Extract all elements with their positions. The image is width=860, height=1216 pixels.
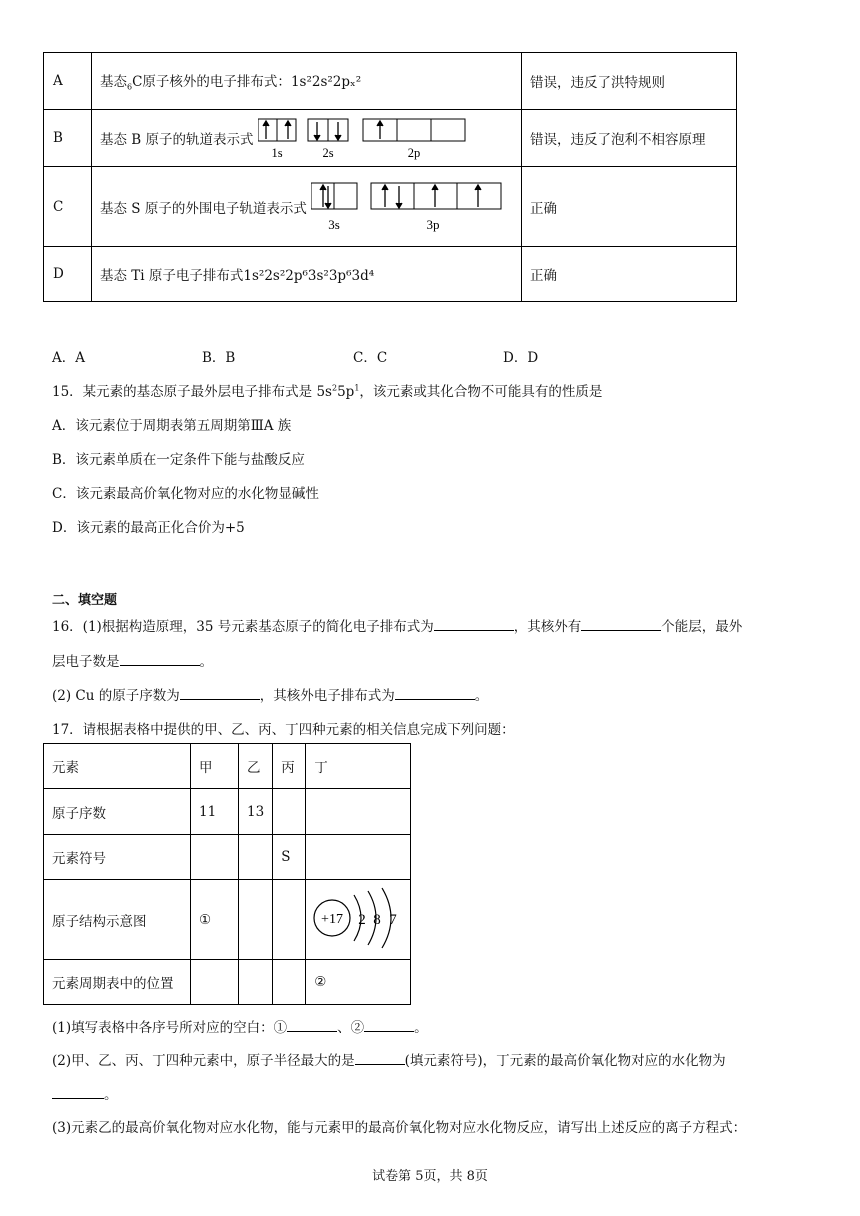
- table-cell: [239, 880, 273, 960]
- nucleus-charge: +17: [321, 911, 344, 927]
- q17-part2: [52, 1049, 726, 1069]
- q17-text: (1)填写表格中各序号所对应的空白：①: [52, 1020, 288, 1036]
- table-row: [44, 247, 737, 302]
- q17-part1: [52, 1016, 428, 1036]
- option-result: 正确: [522, 167, 737, 247]
- q15-stem-before: 15．某元素的基态原子最外层电子排布式是 5s: [52, 384, 332, 400]
- table-header: 乙: [239, 744, 273, 789]
- table-cell: [191, 960, 239, 1005]
- element-table: [43, 743, 411, 1005]
- table-cell: [273, 960, 306, 1005]
- options-table: [43, 52, 737, 302]
- table-header: 丁: [306, 744, 411, 789]
- option-label: A: [44, 53, 92, 110]
- orbital-diagram-c: [311, 181, 511, 233]
- q15-option-b: B．该元素单质在一定条件下能与盐酸反应: [52, 452, 305, 468]
- q16-line1: [52, 615, 742, 635]
- table-header: 甲: [191, 744, 239, 789]
- q17-text: 。: [414, 1020, 428, 1036]
- answer-blank[interactable]: [120, 651, 200, 666]
- table-cell: 原子结构示意图: [44, 880, 191, 960]
- content-sub: 6: [127, 82, 133, 92]
- option-label: B: [44, 110, 92, 167]
- q17-text: (2)甲、乙、丙、丁四种元素中，原子半径最大的是: [52, 1053, 355, 1069]
- table-row: [44, 53, 737, 110]
- q16-text: 。: [474, 688, 489, 704]
- table-cell: [273, 789, 306, 835]
- answer-blank[interactable]: [434, 616, 514, 631]
- shell-electrons: 8: [373, 911, 381, 928]
- option-content: [92, 167, 522, 247]
- q17-part2-cont: [52, 1083, 118, 1103]
- q17-text: (填元素符号)，丁元素的最高价氧化物对应的水化物为: [404, 1053, 726, 1069]
- table-header: 丙: [273, 744, 306, 789]
- content-prefix: 基态: [100, 74, 127, 91]
- table-row: [44, 744, 411, 789]
- shell-electrons: 7: [389, 911, 397, 928]
- option-result: 错误，违反了洪特规则: [522, 53, 737, 110]
- answer-blank[interactable]: [395, 685, 475, 700]
- answer-c: C．C: [353, 350, 388, 366]
- table-cell: 原子序数: [44, 789, 191, 835]
- answer-b: B．B: [202, 350, 236, 366]
- q15-option-c: C．该元素最高价氧化物对应的水化物显碱性: [52, 486, 319, 502]
- answer-a: A．A: [52, 350, 85, 366]
- q16-text: ，其核外有: [513, 619, 582, 635]
- option-label: C: [44, 167, 92, 247]
- content-text: 基态 S 原子的外围电子轨道表示式: [100, 200, 307, 217]
- orbital-label: 2p: [407, 146, 421, 160]
- section-heading: 二、填空题: [52, 593, 118, 608]
- answer-d: D．D: [503, 350, 539, 366]
- table-row: [44, 110, 737, 167]
- content-text: C原子核外的电子排布式：: [132, 74, 291, 91]
- table-cell: ①: [191, 880, 239, 960]
- q16-line2: [52, 650, 213, 670]
- page-footer: 试卷第 5页，共 8页: [372, 1169, 488, 1184]
- q16-line3: [52, 684, 488, 704]
- table-cell: [306, 789, 411, 835]
- question-15-stem: 15．某元素的基态原子最外层电子排布式是 $5s^25p^1$，该元素或其化合物不可能具有的性质是: [52, 383, 603, 400]
- table-header: 元素: [44, 744, 191, 789]
- q16-text: 16．(1)根据构造原理，35 号元素基态原子的简化电子排布式为: [52, 619, 434, 635]
- table-cell: [306, 835, 411, 880]
- table-cell: 元素周期表中的位置: [44, 960, 191, 1005]
- table-cell: [306, 880, 411, 960]
- table-cell: S: [273, 835, 306, 880]
- table-cell: [273, 880, 306, 960]
- q15-stem-after: ，该元素或其化合物不可能具有的性质是: [359, 384, 603, 400]
- electron-formula: 1s²2s²2pₓ²: [290, 74, 362, 91]
- answer-blank[interactable]: [180, 685, 260, 700]
- electron-formula: 1s²2s²2p⁶3s²3p⁶3d⁴: [243, 268, 375, 284]
- table-row: [44, 960, 411, 1005]
- q16-text: ，其核外电子排布式为: [259, 688, 395, 704]
- orbital-label: 2s: [322, 146, 334, 160]
- content-text: 基态 B 原子的轨道表示式: [100, 132, 254, 148]
- q17-stem: 17．请根据表格中提供的甲、乙、丙、丁四种元素的相关信息完成下列问题：: [52, 722, 515, 738]
- orbital-label: 3s: [328, 216, 340, 232]
- table-cell: 11: [191, 789, 239, 835]
- content-text: 基态 Ti 原子电子排布式: [100, 268, 244, 284]
- orbital-label: 1s: [271, 146, 283, 160]
- shell-electrons: 2: [358, 911, 366, 928]
- answer-blank[interactable]: [355, 1050, 405, 1065]
- q17-text: 、②: [337, 1020, 365, 1036]
- q15-option-a: A．该元素位于周期表第五周期第ⅢA 族: [52, 418, 292, 434]
- table-cell: [191, 835, 239, 880]
- table-cell: [239, 960, 273, 1005]
- orbital-diagram-b: [258, 115, 488, 161]
- answer-blank[interactable]: [287, 1017, 337, 1032]
- answer-blank[interactable]: [364, 1017, 414, 1032]
- option-content: [92, 53, 522, 110]
- q17-text: 。: [104, 1087, 118, 1103]
- option-content: [92, 247, 522, 302]
- q16-text: 层电子数是: [52, 654, 120, 670]
- table-cell: 元素符号: [44, 835, 191, 880]
- atom-structure-diagram: [310, 885, 406, 951]
- q17-part3: (3)元素乙的最高价氧化物对应水化物，能与元素甲的最高价氧化物对应水化物反应，请写出上述反应的离子方程式：: [52, 1120, 747, 1136]
- q16-text: 。: [199, 654, 213, 670]
- table-row: [44, 167, 737, 247]
- orbital-label: 3p: [426, 216, 440, 232]
- q16-text: 个能层，最外: [661, 619, 743, 635]
- table-cell: ②: [306, 960, 411, 1005]
- answer-blank[interactable]: [581, 616, 661, 631]
- table-row: [44, 880, 411, 960]
- q16-text: (2) Cu 的原子序数为: [52, 688, 180, 704]
- q15-option-d: D．该元素的最高正化合价为+5: [52, 520, 245, 536]
- table-row: [44, 789, 411, 835]
- option-result: 正确: [522, 247, 737, 302]
- table-cell: [239, 835, 273, 880]
- answer-blank[interactable]: [52, 1084, 104, 1099]
- table-row: [44, 835, 411, 880]
- option-result: 错误，违反了泡利不相容原理: [522, 110, 737, 167]
- table-cell: 13: [239, 789, 273, 835]
- option-content: [92, 110, 522, 167]
- option-label: D: [44, 247, 92, 302]
